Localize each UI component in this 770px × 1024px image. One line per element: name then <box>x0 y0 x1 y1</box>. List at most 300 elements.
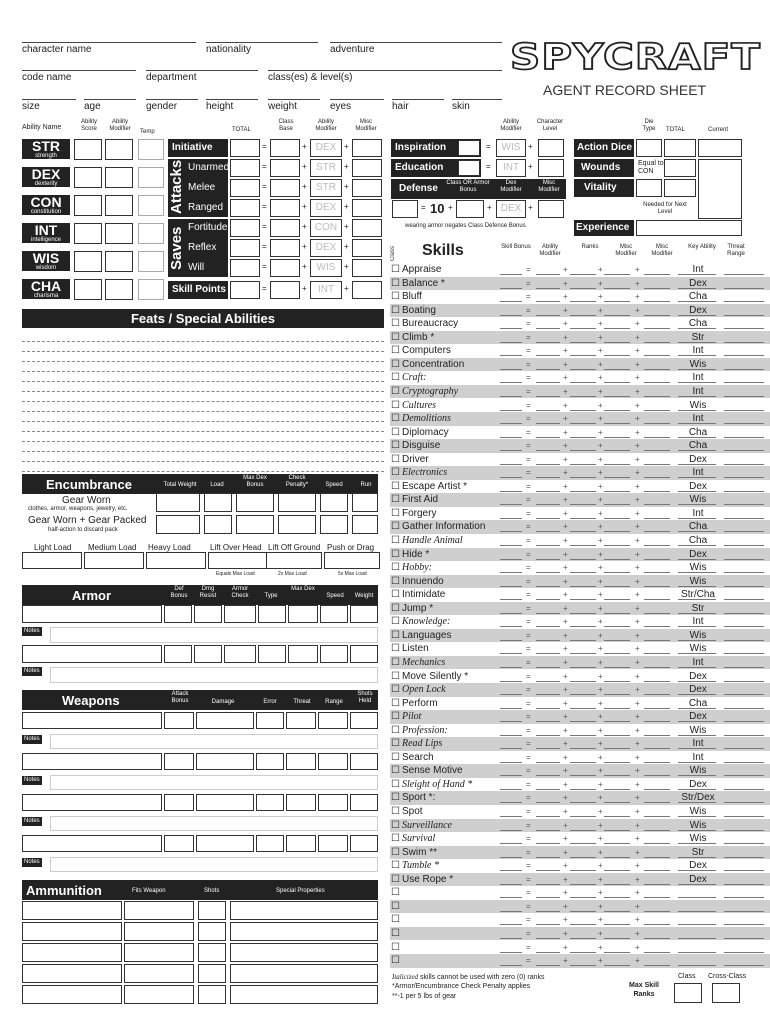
skill-checkbox[interactable]: ☐ <box>391 656 400 668</box>
skill-entry-line[interactable] <box>570 342 596 343</box>
skill-entry-line[interactable] <box>644 274 670 275</box>
skill-entry-line[interactable] <box>570 504 596 505</box>
skill-entry-line[interactable] <box>644 369 670 370</box>
skill-entry-line[interactable] <box>500 653 522 654</box>
skill-entry-line[interactable] <box>500 857 522 858</box>
skill-entry-line[interactable] <box>500 843 522 844</box>
skill-entry-line[interactable] <box>570 288 596 289</box>
skill-entry-line[interactable] <box>604 491 630 492</box>
max-ranks-class-box[interactable] <box>674 983 702 1003</box>
ability-modifier-box[interactable] <box>105 139 133 160</box>
skill-entry-line[interactable] <box>536 667 560 668</box>
skill-entry-line[interactable] <box>536 884 560 885</box>
skill-checkbox[interactable]: ☐ <box>391 697 400 709</box>
encumbrance-box[interactable] <box>156 493 200 512</box>
skill-entry-line[interactable] <box>644 559 670 560</box>
attack-unarmed-class-base[interactable] <box>270 159 300 177</box>
skill-entry-line[interactable] <box>536 640 560 641</box>
skill-entry-line[interactable] <box>536 721 560 722</box>
skill-entry-line[interactable] <box>644 382 670 383</box>
skill-checkbox[interactable]: ☐ <box>391 602 400 614</box>
skill-checkbox[interactable]: ☐ <box>391 778 400 790</box>
skill-entry-line[interactable] <box>500 870 522 871</box>
skill-entry-line[interactable] <box>536 355 560 356</box>
skill-checkbox[interactable]: ☐ <box>391 738 400 750</box>
encumbrance-box[interactable] <box>352 493 378 512</box>
skill-entry-line[interactable] <box>724 274 764 275</box>
weapon-notes-box[interactable] <box>50 775 378 790</box>
ammo-shots-box[interactable] <box>198 901 226 920</box>
encumbrance-box[interactable] <box>156 515 200 534</box>
skill-entry-line[interactable] <box>724 531 764 532</box>
skill-entry-line[interactable] <box>570 762 596 763</box>
skill-entry-line[interactable] <box>536 301 560 302</box>
skill-entry-line[interactable] <box>500 775 522 776</box>
skill-entry-line[interactable] <box>536 342 560 343</box>
encumbrance-box[interactable] <box>278 493 316 512</box>
inspiration-total[interactable] <box>458 140 480 156</box>
skill-entry-line[interactable] <box>724 423 764 424</box>
skill-checkbox[interactable]: ☐ <box>391 616 400 628</box>
skill-entry-line[interactable] <box>724 667 764 668</box>
skill-points-class-base[interactable] <box>270 281 300 299</box>
skill-entry-line[interactable] <box>536 857 560 858</box>
skill-entry-line[interactable] <box>500 626 522 627</box>
initiative-class-base[interactable] <box>270 139 300 157</box>
skill-entry-line[interactable] <box>570 559 596 560</box>
skill-checkbox[interactable]: ☐ <box>391 955 400 967</box>
skill-entry-line[interactable] <box>604 288 630 289</box>
skill-entry-line[interactable] <box>644 653 670 654</box>
skill-entry-line[interactable] <box>570 843 596 844</box>
skill-entry-line[interactable] <box>724 721 764 722</box>
skill-entry-line[interactable] <box>570 667 596 668</box>
armor-stat-box[interactable] <box>224 645 256 663</box>
skill-entry-line[interactable] <box>604 789 630 790</box>
skill-checkbox[interactable]: ☐ <box>391 562 400 574</box>
skill-entry-line[interactable] <box>724 586 764 587</box>
skill-entry-line[interactable] <box>604 721 630 722</box>
weapon-stat-box[interactable] <box>196 794 254 811</box>
weapon-name-box[interactable] <box>22 835 162 852</box>
skill-entry-line[interactable] <box>500 952 522 953</box>
encumbrance-box[interactable] <box>320 493 348 512</box>
ability-temp-box[interactable] <box>138 223 164 244</box>
skill-entry-line[interactable] <box>678 924 716 925</box>
skill-entry-line[interactable] <box>604 410 630 411</box>
skill-entry-line[interactable] <box>536 410 560 411</box>
feat-entry-line[interactable] <box>22 421 384 422</box>
header-field-input[interactable] <box>84 85 136 98</box>
skill-entry-line[interactable] <box>536 870 560 871</box>
skill-entry-line[interactable] <box>500 748 522 749</box>
attack-melee-misc-mod[interactable] <box>352 179 382 197</box>
skill-entry-line[interactable] <box>604 735 630 736</box>
skill-entry-line[interactable] <box>724 559 764 560</box>
skill-entry-line[interactable] <box>500 504 522 505</box>
skill-entry-line[interactable] <box>644 423 670 424</box>
skill-entry-line[interactable] <box>644 681 670 682</box>
skill-checkbox[interactable]: ☐ <box>391 453 400 465</box>
skill-checkbox[interactable]: ☐ <box>391 413 400 425</box>
skill-entry-line[interactable] <box>570 870 596 871</box>
skill-entry-line[interactable] <box>570 884 596 885</box>
skill-entry-line[interactable] <box>604 613 630 614</box>
skill-entry-line[interactable] <box>724 301 764 302</box>
skill-entry-line[interactable] <box>644 315 670 316</box>
weapon-stat-box[interactable] <box>256 712 284 729</box>
load-value-box[interactable] <box>324 552 380 569</box>
skill-entry-line[interactable] <box>644 721 670 722</box>
experience-box[interactable] <box>636 220 742 236</box>
ammo-special-box[interactable] <box>230 943 378 962</box>
save-reflex-total[interactable] <box>230 239 260 257</box>
skill-entry-line[interactable] <box>644 626 670 627</box>
skill-entry-line[interactable] <box>570 857 596 858</box>
skill-entry-line[interactable] <box>724 830 764 831</box>
skill-entry-line[interactable] <box>570 410 596 411</box>
skill-checkbox[interactable]: ☐ <box>391 765 400 777</box>
skill-entry-line[interactable] <box>644 301 670 302</box>
skill-entry-line[interactable] <box>500 681 522 682</box>
skill-entry-line[interactable] <box>570 952 596 953</box>
skill-points-ability-mod[interactable]: INT <box>310 281 342 299</box>
feat-entry-line[interactable] <box>22 471 384 472</box>
ammo-fits-box[interactable] <box>124 901 194 920</box>
weapon-stat-box[interactable] <box>256 835 284 852</box>
skill-entry-line[interactable] <box>570 315 596 316</box>
skill-entry-line[interactable] <box>536 694 560 695</box>
skill-entry-line[interactable] <box>644 789 670 790</box>
save-reflex-misc-mod[interactable] <box>352 239 382 257</box>
header-field-input[interactable] <box>22 56 136 69</box>
skill-entry-line[interactable] <box>644 938 670 939</box>
skill-entry-line[interactable] <box>604 586 630 587</box>
skill-entry-line[interactable] <box>604 775 630 776</box>
skill-entry-line[interactable] <box>644 355 670 356</box>
skill-entry-line[interactable] <box>536 911 560 912</box>
skill-entry-line[interactable] <box>604 423 630 424</box>
header-field-input[interactable] <box>268 85 320 98</box>
skill-entry-line[interactable] <box>500 531 522 532</box>
skill-entry-line[interactable] <box>570 830 596 831</box>
skill-entry-line[interactable] <box>604 504 630 505</box>
action-dice-total[interactable] <box>664 139 696 157</box>
skill-entry-line[interactable] <box>570 531 596 532</box>
skill-entry-line[interactable] <box>500 708 522 709</box>
skill-entry-line[interactable] <box>644 870 670 871</box>
attack-melee-class-base[interactable] <box>270 179 300 197</box>
armor-notes-box[interactable] <box>50 627 378 643</box>
armor-stat-box[interactable] <box>350 645 378 663</box>
skill-checkbox[interactable]: ☐ <box>391 927 400 939</box>
skill-entry-line[interactable] <box>500 355 522 356</box>
skill-entry-line[interactable] <box>724 640 764 641</box>
skill-entry-line[interactable] <box>570 789 596 790</box>
skill-entry-line[interactable] <box>536 477 560 478</box>
skill-entry-line[interactable] <box>604 301 630 302</box>
skill-checkbox[interactable]: ☐ <box>391 385 400 397</box>
skill-entry-line[interactable] <box>644 640 670 641</box>
skill-entry-line[interactable] <box>536 762 560 763</box>
skill-entry-line[interactable] <box>500 694 522 695</box>
attack-melee-total[interactable] <box>230 179 260 197</box>
skill-checkbox[interactable]: ☐ <box>391 846 400 858</box>
skill-entry-line[interactable] <box>536 315 560 316</box>
load-value-box[interactable] <box>22 552 82 569</box>
skill-entry-line[interactable] <box>724 681 764 682</box>
ammo-type-box[interactable] <box>22 964 122 983</box>
skill-entry-line[interactable] <box>570 681 596 682</box>
skill-entry-line[interactable] <box>724 965 764 966</box>
skill-entry-line[interactable] <box>570 274 596 275</box>
weapon-stat-box[interactable] <box>164 712 194 729</box>
ability-modifier-box[interactable] <box>105 195 133 216</box>
skill-entry-line[interactable] <box>604 599 630 600</box>
ammo-type-box[interactable] <box>22 943 122 962</box>
skill-entry-line[interactable] <box>570 586 596 587</box>
skill-entry-line[interactable] <box>604 952 630 953</box>
skill-entry-line[interactable] <box>500 328 522 329</box>
skill-entry-line[interactable] <box>500 802 522 803</box>
skill-entry-line[interactable] <box>500 301 522 302</box>
save-will-total[interactable] <box>230 259 260 277</box>
skill-entry-line[interactable] <box>724 477 764 478</box>
skill-entry-line[interactable] <box>536 450 560 451</box>
skill-checkbox[interactable]: ☐ <box>391 887 400 899</box>
skill-entry-line[interactable] <box>724 924 764 925</box>
skill-entry-line[interactable] <box>500 450 522 451</box>
feat-entry-line[interactable] <box>22 351 384 352</box>
skill-entry-line[interactable] <box>570 545 596 546</box>
skill-entry-line[interactable] <box>500 897 522 898</box>
skill-checkbox[interactable]: ☐ <box>391 873 400 885</box>
skill-checkbox[interactable]: ☐ <box>391 507 400 519</box>
weapon-name-box[interactable] <box>22 794 162 811</box>
skill-entry-line[interactable] <box>570 640 596 641</box>
skill-entry-line[interactable] <box>644 965 670 966</box>
skill-entry-line[interactable] <box>500 762 522 763</box>
skill-entry-line[interactable] <box>724 315 764 316</box>
skill-entry-line[interactable] <box>500 437 522 438</box>
skill-checkbox[interactable]: ☐ <box>391 629 400 641</box>
skill-checkbox[interactable]: ☐ <box>391 670 400 682</box>
skill-entry-line[interactable] <box>500 382 522 383</box>
skill-entry-line[interactable] <box>644 735 670 736</box>
attack-ranged-misc-mod[interactable] <box>352 199 382 217</box>
skill-entry-line[interactable] <box>536 491 560 492</box>
header-field-input[interactable] <box>330 85 384 98</box>
skill-entry-line[interactable] <box>724 748 764 749</box>
skill-entry-line[interactable] <box>536 938 560 939</box>
skill-entry-line[interactable] <box>644 830 670 831</box>
skill-entry-line[interactable] <box>500 423 522 424</box>
header-field-input[interactable] <box>22 28 196 41</box>
ammo-fits-box[interactable] <box>124 985 194 1004</box>
skill-entry-line[interactable] <box>536 613 560 614</box>
skill-entry-line[interactable] <box>724 545 764 546</box>
armor-stat-box[interactable] <box>350 605 378 623</box>
skill-entry-line[interactable] <box>536 924 560 925</box>
skill-entry-line[interactable] <box>500 640 522 641</box>
skill-entry-line[interactable] <box>500 518 522 519</box>
skill-checkbox[interactable]: ☐ <box>391 711 400 723</box>
skill-entry-line[interactable] <box>500 342 522 343</box>
wounds-total[interactable] <box>664 159 696 177</box>
skill-entry-line[interactable] <box>644 708 670 709</box>
weapon-stat-box[interactable] <box>350 753 378 770</box>
skill-entry-line[interactable] <box>644 748 670 749</box>
skill-entry-line[interactable] <box>536 504 560 505</box>
skill-entry-line[interactable] <box>570 708 596 709</box>
skill-entry-line[interactable] <box>570 450 596 451</box>
skill-entry-line[interactable] <box>536 816 560 817</box>
feat-entry-line[interactable] <box>22 341 384 342</box>
skill-entry-line[interactable] <box>570 301 596 302</box>
armor-stat-box[interactable] <box>194 645 222 663</box>
skill-entry-line[interactable] <box>604 355 630 356</box>
skill-entry-line[interactable] <box>644 599 670 600</box>
ability-temp-box[interactable] <box>138 251 164 272</box>
skill-entry-line[interactable] <box>604 694 630 695</box>
ability-temp-box[interactable] <box>138 279 164 300</box>
skill-entry-line[interactable] <box>570 775 596 776</box>
ammo-special-box[interactable] <box>230 964 378 983</box>
skill-entry-line[interactable] <box>536 559 560 560</box>
inspiration-level[interactable] <box>538 139 564 157</box>
skill-entry-line[interactable] <box>644 288 670 289</box>
ammo-shots-box[interactable] <box>198 964 226 983</box>
initiative-misc-mod[interactable] <box>352 139 382 157</box>
skill-entry-line[interactable] <box>500 369 522 370</box>
skill-entry-line[interactable] <box>536 626 560 627</box>
skill-entry-line[interactable] <box>536 599 560 600</box>
save-reflex-class-base[interactable] <box>270 239 300 257</box>
skill-entry-line[interactable] <box>536 288 560 289</box>
skill-entry-line[interactable] <box>604 518 630 519</box>
skill-entry-line[interactable] <box>724 491 764 492</box>
skill-entry-line[interactable] <box>644 531 670 532</box>
armor-stat-box[interactable] <box>320 605 348 623</box>
skill-entry-line[interactable] <box>724 410 764 411</box>
skill-entry-line[interactable] <box>604 450 630 451</box>
armor-stat-box[interactable] <box>164 605 192 623</box>
skill-entry-line[interactable] <box>500 924 522 925</box>
skill-entry-line[interactable] <box>724 599 764 600</box>
ammo-shots-box[interactable] <box>198 985 226 1004</box>
weapon-stat-box[interactable] <box>286 835 316 852</box>
defense-misc-mod[interactable] <box>538 200 564 218</box>
skill-entry-line[interactable] <box>724 938 764 939</box>
skill-entry-line[interactable] <box>604 572 630 573</box>
initiative-total[interactable] <box>230 139 260 157</box>
skill-checkbox[interactable]: ☐ <box>391 372 400 384</box>
skill-checkbox[interactable]: ☐ <box>391 304 400 316</box>
skill-entry-line[interactable] <box>644 518 670 519</box>
skill-entry-line[interactable] <box>536 843 560 844</box>
skill-entry-line[interactable] <box>644 924 670 925</box>
skill-entry-line[interactable] <box>536 681 560 682</box>
skill-entry-line[interactable] <box>604 545 630 546</box>
skill-entry-line[interactable] <box>570 572 596 573</box>
skill-entry-line[interactable] <box>724 870 764 871</box>
weapon-notes-box[interactable] <box>50 857 378 872</box>
skill-entry-line[interactable] <box>536 545 560 546</box>
attack-ranged-total[interactable] <box>230 199 260 217</box>
skill-entry-line[interactable] <box>500 816 522 817</box>
skill-entry-line[interactable] <box>604 464 630 465</box>
skill-entry-line[interactable] <box>604 328 630 329</box>
skill-entry-line[interactable] <box>570 748 596 749</box>
armor-stat-box[interactable] <box>288 645 318 663</box>
ammo-type-box[interactable] <box>22 922 122 941</box>
armor-notes-box[interactable] <box>50 667 378 683</box>
action-dice-type[interactable] <box>636 139 662 157</box>
skill-entry-line[interactable] <box>644 342 670 343</box>
feat-entry-line[interactable] <box>22 431 384 432</box>
skill-entry-line[interactable] <box>570 328 596 329</box>
ammo-type-box[interactable] <box>22 901 122 920</box>
skill-checkbox[interactable]: ☐ <box>391 331 400 343</box>
skill-entry-line[interactable] <box>570 924 596 925</box>
feat-entry-line[interactable] <box>22 461 384 462</box>
initiative-ability-mod[interactable]: DEX <box>310 139 342 157</box>
skill-entry-line[interactable] <box>644 504 670 505</box>
skill-entry-line[interactable] <box>536 708 560 709</box>
skill-entry-line[interactable] <box>570 721 596 722</box>
skill-entry-line[interactable] <box>644 410 670 411</box>
vitality-total[interactable] <box>664 179 696 197</box>
weapon-stat-box[interactable] <box>318 712 348 729</box>
skill-checkbox[interactable]: ☐ <box>391 860 400 872</box>
skill-entry-line[interactable] <box>644 775 670 776</box>
skill-checkbox[interactable]: ☐ <box>391 548 400 560</box>
feat-entry-line[interactable] <box>22 361 384 362</box>
ability-score-box[interactable] <box>74 195 102 216</box>
attack-unarmed-ability-mod[interactable]: STR <box>310 159 342 177</box>
encumbrance-box[interactable] <box>204 515 232 534</box>
skill-entry-line[interactable] <box>644 857 670 858</box>
weapon-stat-box[interactable] <box>286 753 316 770</box>
skill-entry-line[interactable] <box>724 857 764 858</box>
attack-ranged-class-base[interactable] <box>270 199 300 217</box>
skill-entry-line[interactable] <box>644 572 670 573</box>
skill-entry-line[interactable] <box>536 423 560 424</box>
skill-entry-line[interactable] <box>500 545 522 546</box>
skill-entry-line[interactable] <box>536 586 560 587</box>
header-field-input[interactable] <box>146 85 198 98</box>
feat-entry-line[interactable] <box>22 401 384 402</box>
skill-entry-line[interactable] <box>724 382 764 383</box>
skill-entry-line[interactable] <box>536 748 560 749</box>
armor-stat-box[interactable] <box>194 605 222 623</box>
weapon-stat-box[interactable] <box>318 794 348 811</box>
skill-entry-line[interactable] <box>604 857 630 858</box>
skill-points-misc-mod[interactable] <box>352 281 382 299</box>
skill-checkbox[interactable]: ☐ <box>391 345 400 357</box>
load-value-box[interactable] <box>84 552 144 569</box>
skill-entry-line[interactable] <box>570 423 596 424</box>
skill-entry-line[interactable] <box>724 694 764 695</box>
skill-entry-line[interactable] <box>500 288 522 289</box>
skill-entry-line[interactable] <box>570 911 596 912</box>
weapon-stat-box[interactable] <box>350 712 378 729</box>
skill-checkbox[interactable]: ☐ <box>391 494 400 506</box>
skill-entry-line[interactable] <box>536 952 560 953</box>
weapon-stat-box[interactable] <box>164 753 194 770</box>
attack-ranged-ability-mod[interactable]: DEX <box>310 199 342 217</box>
skill-entry-line[interactable] <box>570 518 596 519</box>
